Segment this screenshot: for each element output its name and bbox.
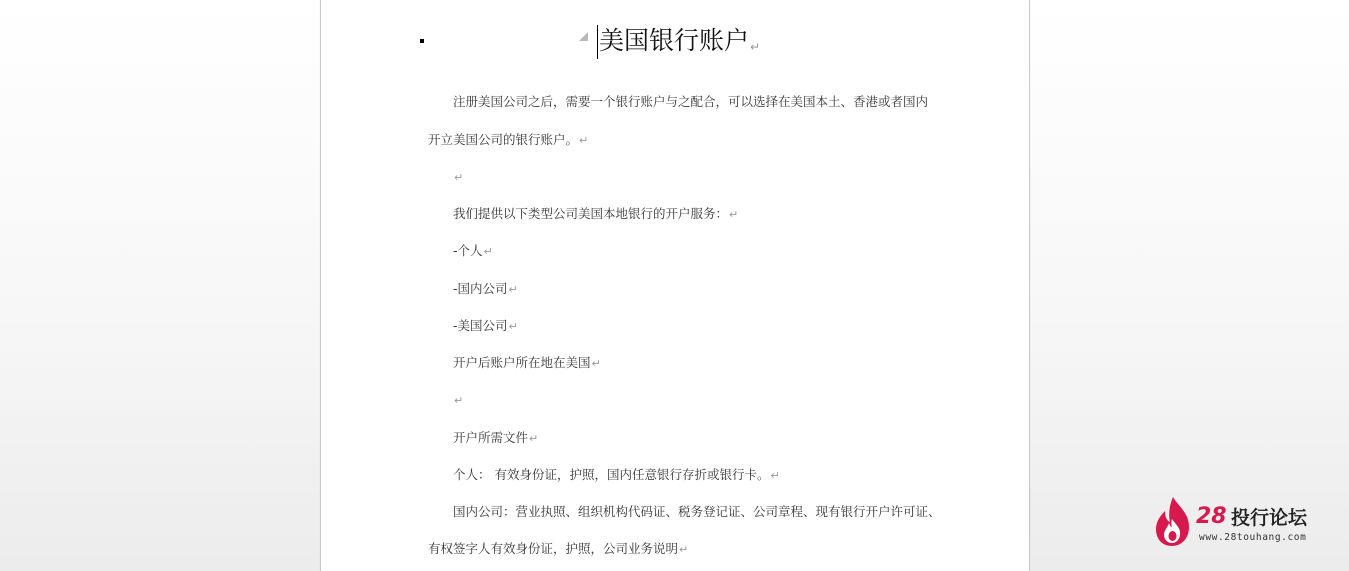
body-line[interactable]: 注册美国公司之后，需要一个银行账户与之配合，可以选择在美国本土、香港或者国内	[453, 94, 929, 109]
empty-line[interactable]: ↵	[454, 394, 464, 407]
empty-line[interactable]: ↵	[454, 171, 464, 184]
list-item[interactable]: -国内公司↵	[453, 281, 518, 296]
document-title[interactable]: 美国银行账户↵	[599, 26, 761, 55]
document-page	[320, 0, 1030, 571]
body-line[interactable]: 国内公司：营业执照、组织机构代码证、税务登记证、公司章程、现有银行开户许可证、	[453, 504, 941, 519]
list-bullet-mark	[420, 39, 424, 43]
body-line[interactable]: 开户所需文件↵	[453, 430, 539, 445]
body-line[interactable]: 开户后账户所在地在美国↵	[453, 355, 601, 370]
paragraph-mark-icon: ↵	[750, 40, 761, 54]
list-item[interactable]: -美国公司↵	[453, 318, 518, 333]
object-anchor-icon	[579, 32, 588, 41]
body-line[interactable]: 我们提供以下类型公司美国本地银行的开户服务：↵	[453, 206, 739, 221]
logo-url: www.28touhang.com	[1199, 532, 1307, 543]
list-item[interactable]: -个人↵	[453, 243, 493, 258]
watermark-logo	[1153, 495, 1328, 551]
logo-name: 投行论坛	[1231, 507, 1308, 529]
flame-icon	[1153, 495, 1193, 547]
body-line[interactable]: 有权签字人有效身份证，护照，公司业务说明↵	[428, 541, 689, 556]
text-cursor	[597, 25, 598, 59]
body-line[interactable]: 开立美国公司的银行账户。↵	[428, 132, 589, 147]
logo-number: 28	[1196, 504, 1227, 529]
body-line[interactable]: 个人： 有效身份证，护照，国内任意银行存折或银行卡。↵	[453, 467, 780, 482]
